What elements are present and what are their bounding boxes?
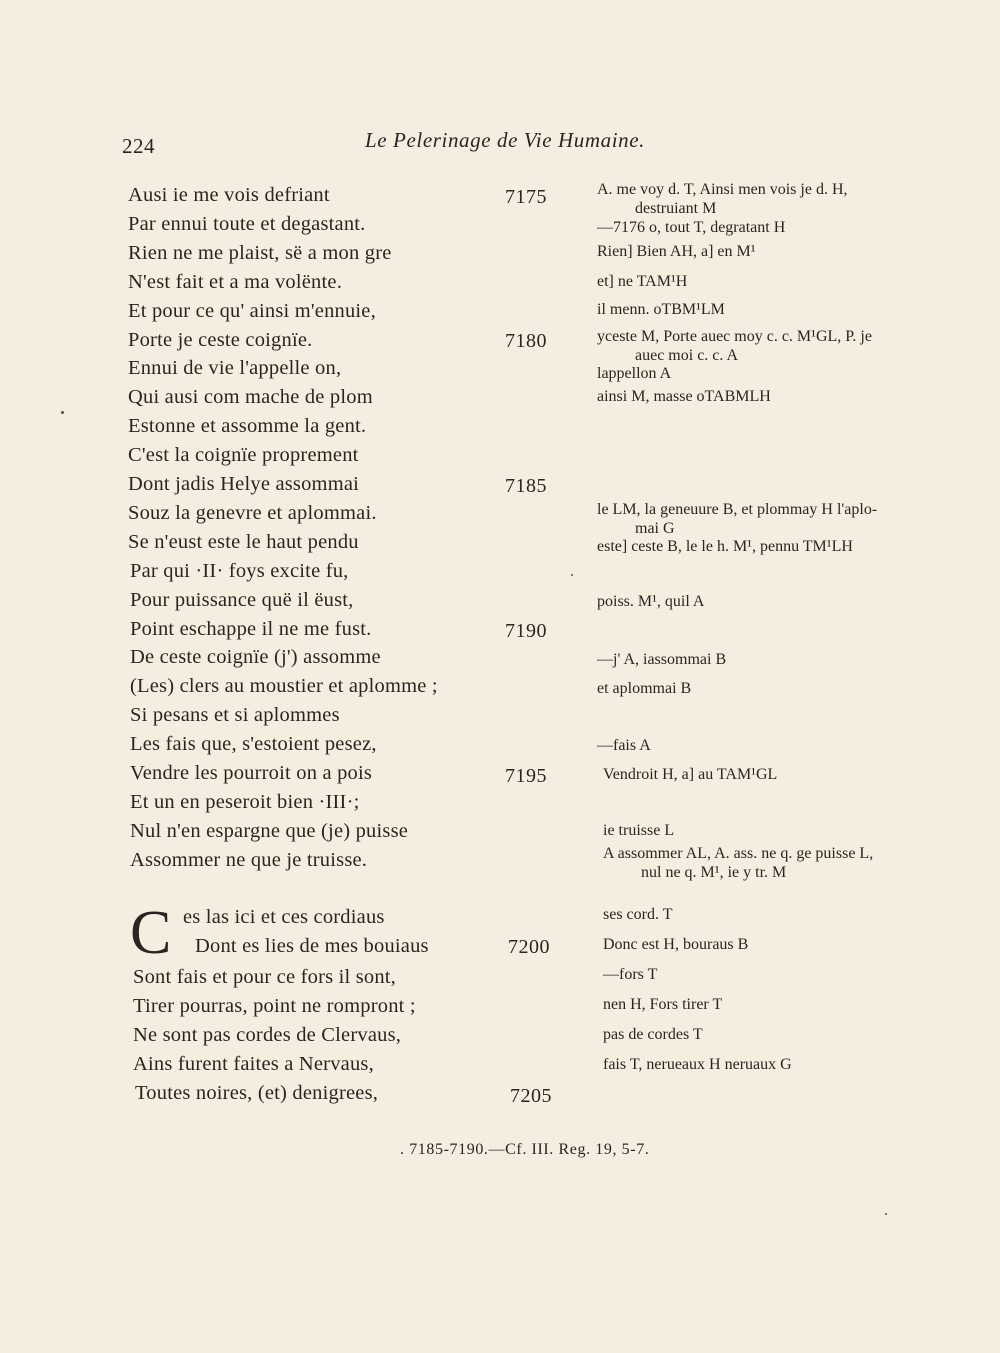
- variant-note: et] ne TAM¹H: [597, 273, 688, 290]
- note-text: mai G: [635, 520, 675, 537]
- verse-line: Dont es lies de mes bouiaus: [195, 935, 429, 957]
- verse-line: Rien ne me plaist, së a mon gre: [128, 242, 392, 264]
- verse-line: Si pesans et si aplommes: [130, 704, 340, 726]
- variant-note: nen H, Fors tirer T: [603, 996, 723, 1013]
- line-number: 7200: [508, 936, 550, 958]
- paper-speck: [885, 1213, 887, 1215]
- verse-line: Toutes noires, (et) denigrees,: [135, 1082, 379, 1104]
- variant-note: Vendroit H, a] au TAM¹GL: [603, 766, 778, 783]
- verse-line: Nul n'en espargne que (je) puisse: [130, 820, 409, 842]
- verse-line: Qui ausi com mache de plom: [128, 386, 373, 408]
- verse-line: Porte je ceste coignïe.: [128, 329, 313, 351]
- variant-note: ie truisse L: [603, 822, 675, 839]
- variant-note: ses cord. T: [603, 906, 673, 923]
- note-text: yceste M, Porte auec moy c. c. M¹GL, P. je: [597, 328, 872, 345]
- variant-note: Donc est H, bouraus B: [603, 936, 749, 953]
- note-text: A. me voy d. T, Ainsi men vois je d. H,: [597, 181, 848, 198]
- verse-line: Par ennui toute et degastant.: [128, 213, 366, 235]
- verse-line: es las ici et ces cordiaus: [183, 906, 385, 928]
- line-number: 7205: [510, 1085, 552, 1107]
- variant-note: [603, 846, 873, 881]
- verse-line: Vendre les pourroit on a pois: [130, 762, 373, 784]
- verse-line: Ausi ie me vois defriant: [128, 184, 330, 206]
- verse-line: (Les) clers au moustier et aplomme ;: [130, 675, 438, 697]
- verse-line: Les fais que, s'estoient pesez,: [130, 733, 377, 755]
- verse-line: Point eschappe il ne me fust.: [130, 618, 372, 640]
- variant-note: —7176 o, tout T, degratant H: [597, 219, 786, 236]
- variant-note: [597, 502, 877, 537]
- verse-line: Assommer ne que je truisse.: [130, 849, 368, 871]
- variant-note: Rien] Bien AH, a] en M¹: [597, 243, 756, 260]
- paper-speck: [571, 574, 573, 576]
- verse-line: Estonne et assomme la gent.: [128, 415, 367, 437]
- verse-line: Se n'eust este le haut pendu: [128, 531, 359, 553]
- note-text: le LM, la geneuure B, et plommay H l'aplo-: [597, 501, 878, 518]
- verse-line: Dont jadis Helye assommai: [128, 473, 360, 495]
- line-number: 7185: [505, 475, 547, 497]
- variant-note: —fais A: [597, 737, 651, 754]
- line-number: 7195: [505, 765, 547, 787]
- variant-note: [597, 182, 848, 217]
- variant-note: —fors T: [603, 966, 658, 983]
- line-number: 7180: [505, 330, 547, 352]
- verse-line: Sont fais et pour ce fors il sont,: [133, 966, 397, 988]
- page-number: 224: [122, 134, 155, 158]
- verse-line: Et pour ce qu' ainsi m'ennuie,: [128, 300, 376, 322]
- variant-note: et aplommai B: [597, 680, 692, 697]
- verse-line: Ne sont pas cordes de Clervaus,: [133, 1024, 402, 1046]
- variant-note: pas de cordes T: [603, 1026, 703, 1043]
- variant-note: il menn. oTBM¹LM: [597, 301, 725, 318]
- variant-note: este] ceste B, le le h. M¹, pennu TM¹LH: [597, 538, 853, 555]
- variant-note: ainsi M, masse oTABMLH: [597, 388, 771, 405]
- drop-cap: C: [130, 899, 172, 967]
- verse-line: Souz la genevre et aplommai.: [128, 502, 377, 524]
- verse-line: Pour puissance quë il ëust,: [130, 589, 354, 611]
- verse-line: Ennui de vie l'appelle on,: [128, 357, 342, 379]
- note-text: nul ne q. M¹, ie y tr. M: [641, 864, 787, 881]
- variant-note: poiss. M¹, quil A: [597, 593, 705, 610]
- variant-note: fais T, nerueaux H neruaux G: [603, 1056, 792, 1073]
- note-text: auec moi c. c. A: [635, 347, 739, 364]
- variant-note: lappellon A: [597, 365, 672, 382]
- verse-line: Et un en peseroit bien ·III·;: [130, 791, 360, 813]
- note-text: A assommer AL, A. ass. ne q. ge puisse L,: [603, 845, 874, 862]
- verse-line: C'est la coignïe proprement: [128, 444, 359, 466]
- paper-speck: [61, 411, 64, 414]
- line-number: 7190: [505, 620, 547, 642]
- verse-line: Tirer pourras, point ne rompront ;: [133, 995, 416, 1017]
- variant-note: [597, 329, 872, 364]
- line-number: 7175: [505, 186, 547, 208]
- note-text: destruiant M: [635, 200, 717, 217]
- running-title: Le Pelerinage de Vie Humaine.: [365, 128, 646, 152]
- verse-line: De ceste coignïe (j') assomme: [130, 646, 381, 668]
- verse-line: N'est fait et a ma volënte.: [128, 271, 343, 293]
- verse-line: Par qui ·II· foys excite fu,: [130, 560, 349, 582]
- footnote: . 7185-7190.—Cf. III. Reg. 19, 5-7.: [400, 1141, 650, 1158]
- variant-note: —j' A, iassommai B: [597, 651, 727, 668]
- verse-line: Ains furent faites a Nervaus,: [133, 1053, 374, 1075]
